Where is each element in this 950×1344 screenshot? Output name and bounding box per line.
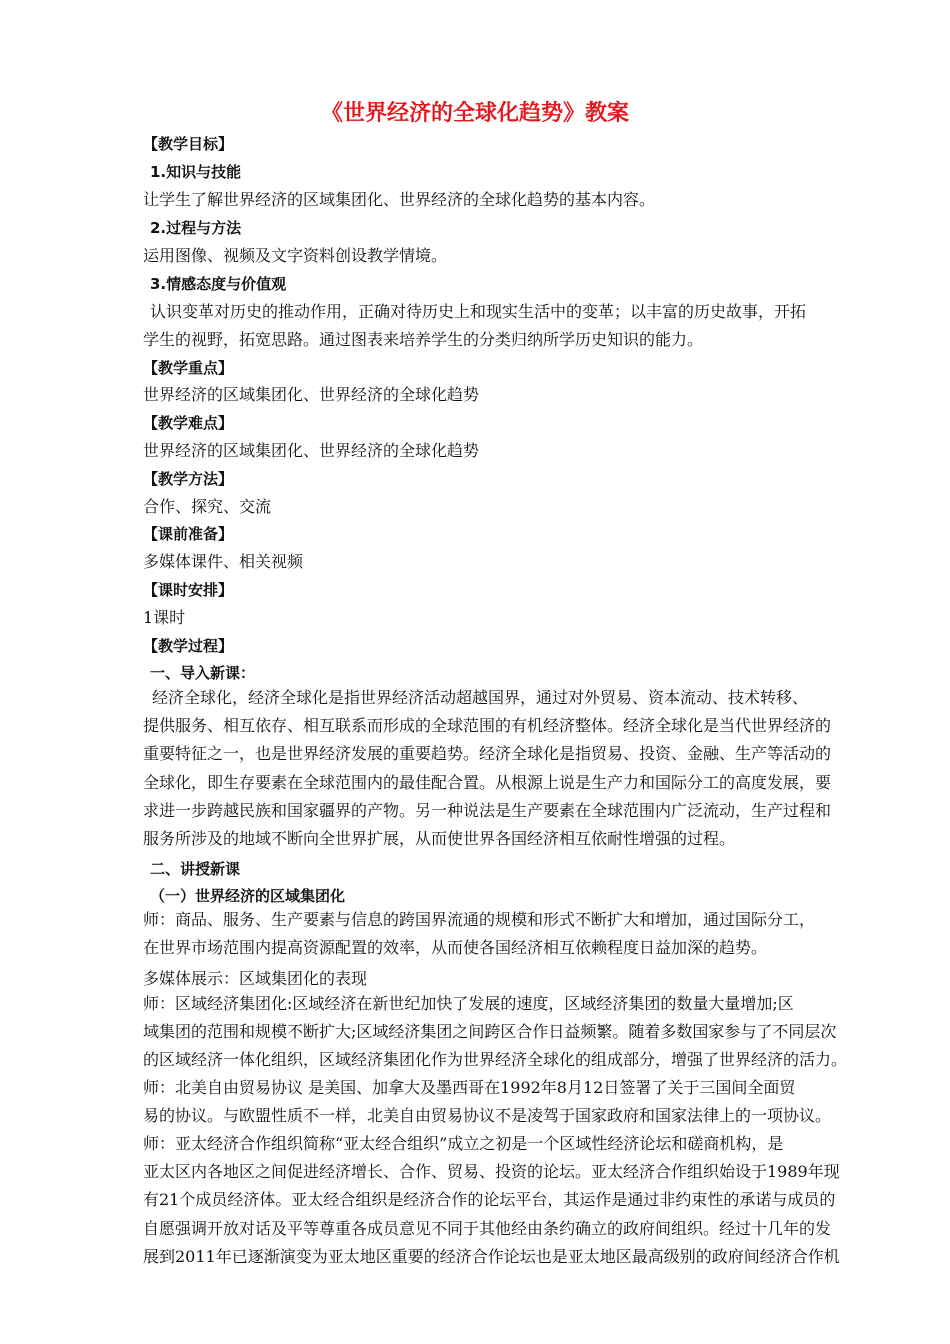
- heading-teaching-process: 【教学过程】: [143, 637, 234, 655]
- intro-line-3: 重要特征之一，也是世界经济发展的重要趋势。经济全球化是指贸易、投资、金融、生产等活动的: [143, 744, 832, 764]
- intro-line-1: 经济全球化，经济全球化是指世界经济活动超越国界，通过对外贸易、资本流动、技术转移、: [152, 688, 809, 707]
- t5-line-3: 有21个成员经济体。亚太经合组织是经济合作的论坛平台，其运作是通过非约束性的承诺与成员的: [143, 1190, 836, 1210]
- heading-introduction: 一、导入新课：: [150, 664, 256, 682]
- t5-line-2: 亚太区内各地区之间促进经济增长、合作、贸易、投资的论坛。亚太经济合作组织始设于1989年现: [143, 1162, 840, 1182]
- heading-knowledge: 1.知识与技能: [150, 163, 242, 181]
- text-knowledge: 让学生了解世界经济的区域集团化、世界经济的全球化趋势的基本内容。: [143, 190, 656, 209]
- text-multimedia: 多媒体展示：区域集团化的表现: [143, 969, 368, 988]
- text-key-points: 世界经济的区域集团化、世界经济的全球化趋势: [143, 385, 480, 404]
- intro-line-6: 服务所涉及的地域不断向全世界扩展，从而使世界各国经济相互依耐性增强的过程。: [143, 829, 736, 849]
- text-process-method: 运用图像、视频及文字资料创设教学情境。: [143, 246, 448, 265]
- text-schedule: 1课时: [143, 608, 186, 627]
- heading-key-points: 【教学重点】: [143, 359, 234, 377]
- heading-regional-grouping: （一）世界经济的区域集团化: [150, 887, 346, 905]
- heading-difficulties: 【教学难点】: [143, 414, 234, 432]
- text-difficulties: 世界经济的区域集团化、世界经济的全球化趋势: [143, 441, 480, 460]
- t3-line-1: 师：区域经济集团化:区域经济在新世纪加快了发展的速度，区域经济集团的数量大量增加;区: [143, 994, 794, 1013]
- heading-process-method: 2.过程与方法: [150, 219, 242, 237]
- text-methods: 合作、探究、交流: [143, 497, 272, 516]
- heading-new-lesson: 二、讲授新课: [150, 860, 241, 878]
- paragraph-teacher-1: [143, 906, 843, 962]
- text-attitude-line-2: 学生的视野，拓宽思路。通过图表来培养学生的分类归纳所学历史知识的能力。: [143, 330, 704, 349]
- heading-schedule: 【课时安排】: [143, 581, 234, 599]
- t5-line-5: 展到2011年已逐渐演变为亚太地区重要的经济合作论坛也是亚太地区最高级别的政府间经济合作机: [143, 1246, 840, 1266]
- heading-attitude: 3.情感态度与价值观: [150, 275, 287, 293]
- t3-line-2: 域集团的范围和规模不断扩大;区域经济集团之间跨区合作日益频繁。随着多数国家参与了不同层次: [143, 1022, 837, 1042]
- t1-line-1: 师：商品、服务、生产要素与信息的跨国界流通的规模和形式不断扩大和增加，通过国际分工，: [143, 910, 816, 929]
- t5-line-1: 师：亚太经济合作组织简称“亚太经合组织”成立之初是一个区域性经济论坛和磋商机构，是: [143, 1134, 784, 1153]
- document-title: 《世界经济的全球化趋势》教案: [320, 101, 629, 126]
- t3-line-3: 的区域经济一体化组织，区域经济集团化作为世界经济全球化的组成部分，增强了世界经济的活力。: [143, 1050, 848, 1070]
- paragraph-teacher-5: [143, 1130, 843, 1271]
- heading-preparation: 【课前准备】: [143, 525, 234, 543]
- text-attitude-line-1: 认识变革对历史的推动作用，正确对待历史上和现实生活中的变革；以丰富的历史故事，开拓: [150, 302, 807, 321]
- t1-line-2: 在世界市场范围内提高资源配置的效率，从而使各国经济相互依赖程度日益加深的趋势。: [143, 938, 768, 958]
- paragraph-introduction: [143, 684, 843, 853]
- intro-line-2: 提供服务、相互依存、相互联系而形成的全球范围的有机经济整体。经济全球化是当代世界经济的: [143, 716, 832, 736]
- text-preparation: 多媒体课件、相关视频: [143, 552, 304, 571]
- paragraph-teacher-3: [143, 990, 848, 1075]
- t4-line-2: 易的协议。与欧盟性质不一样，北美自由贸易协议不是凌驾于国家政府和国家法律上的一项协议。: [143, 1106, 832, 1126]
- intro-line-4: 全球化，即生存要素在全球范围内的最佳配合置。从根源上说是生产力和国际分工的高度发展，要: [143, 772, 832, 792]
- intro-line-5: 求进一步跨越民族和国家疆界的产物。另一种说法是生产要素在全球范围内广泛流动，生产过程和: [143, 800, 832, 820]
- paragraph-teacher-4: [143, 1074, 843, 1130]
- t5-line-4: 自愿强调开放对话及平等尊重各成员意见不同于其他经由条约确立的政府间组织。经过十几年的发: [143, 1218, 832, 1238]
- heading-goals: 【教学目标】: [143, 135, 234, 153]
- heading-methods: 【教学方法】: [143, 470, 234, 488]
- t4-line-1: 师：北美自由贸易协议 是美国、加拿大及墨西哥在1992年8月12日签署了关于三国间全面贸: [143, 1078, 796, 1097]
